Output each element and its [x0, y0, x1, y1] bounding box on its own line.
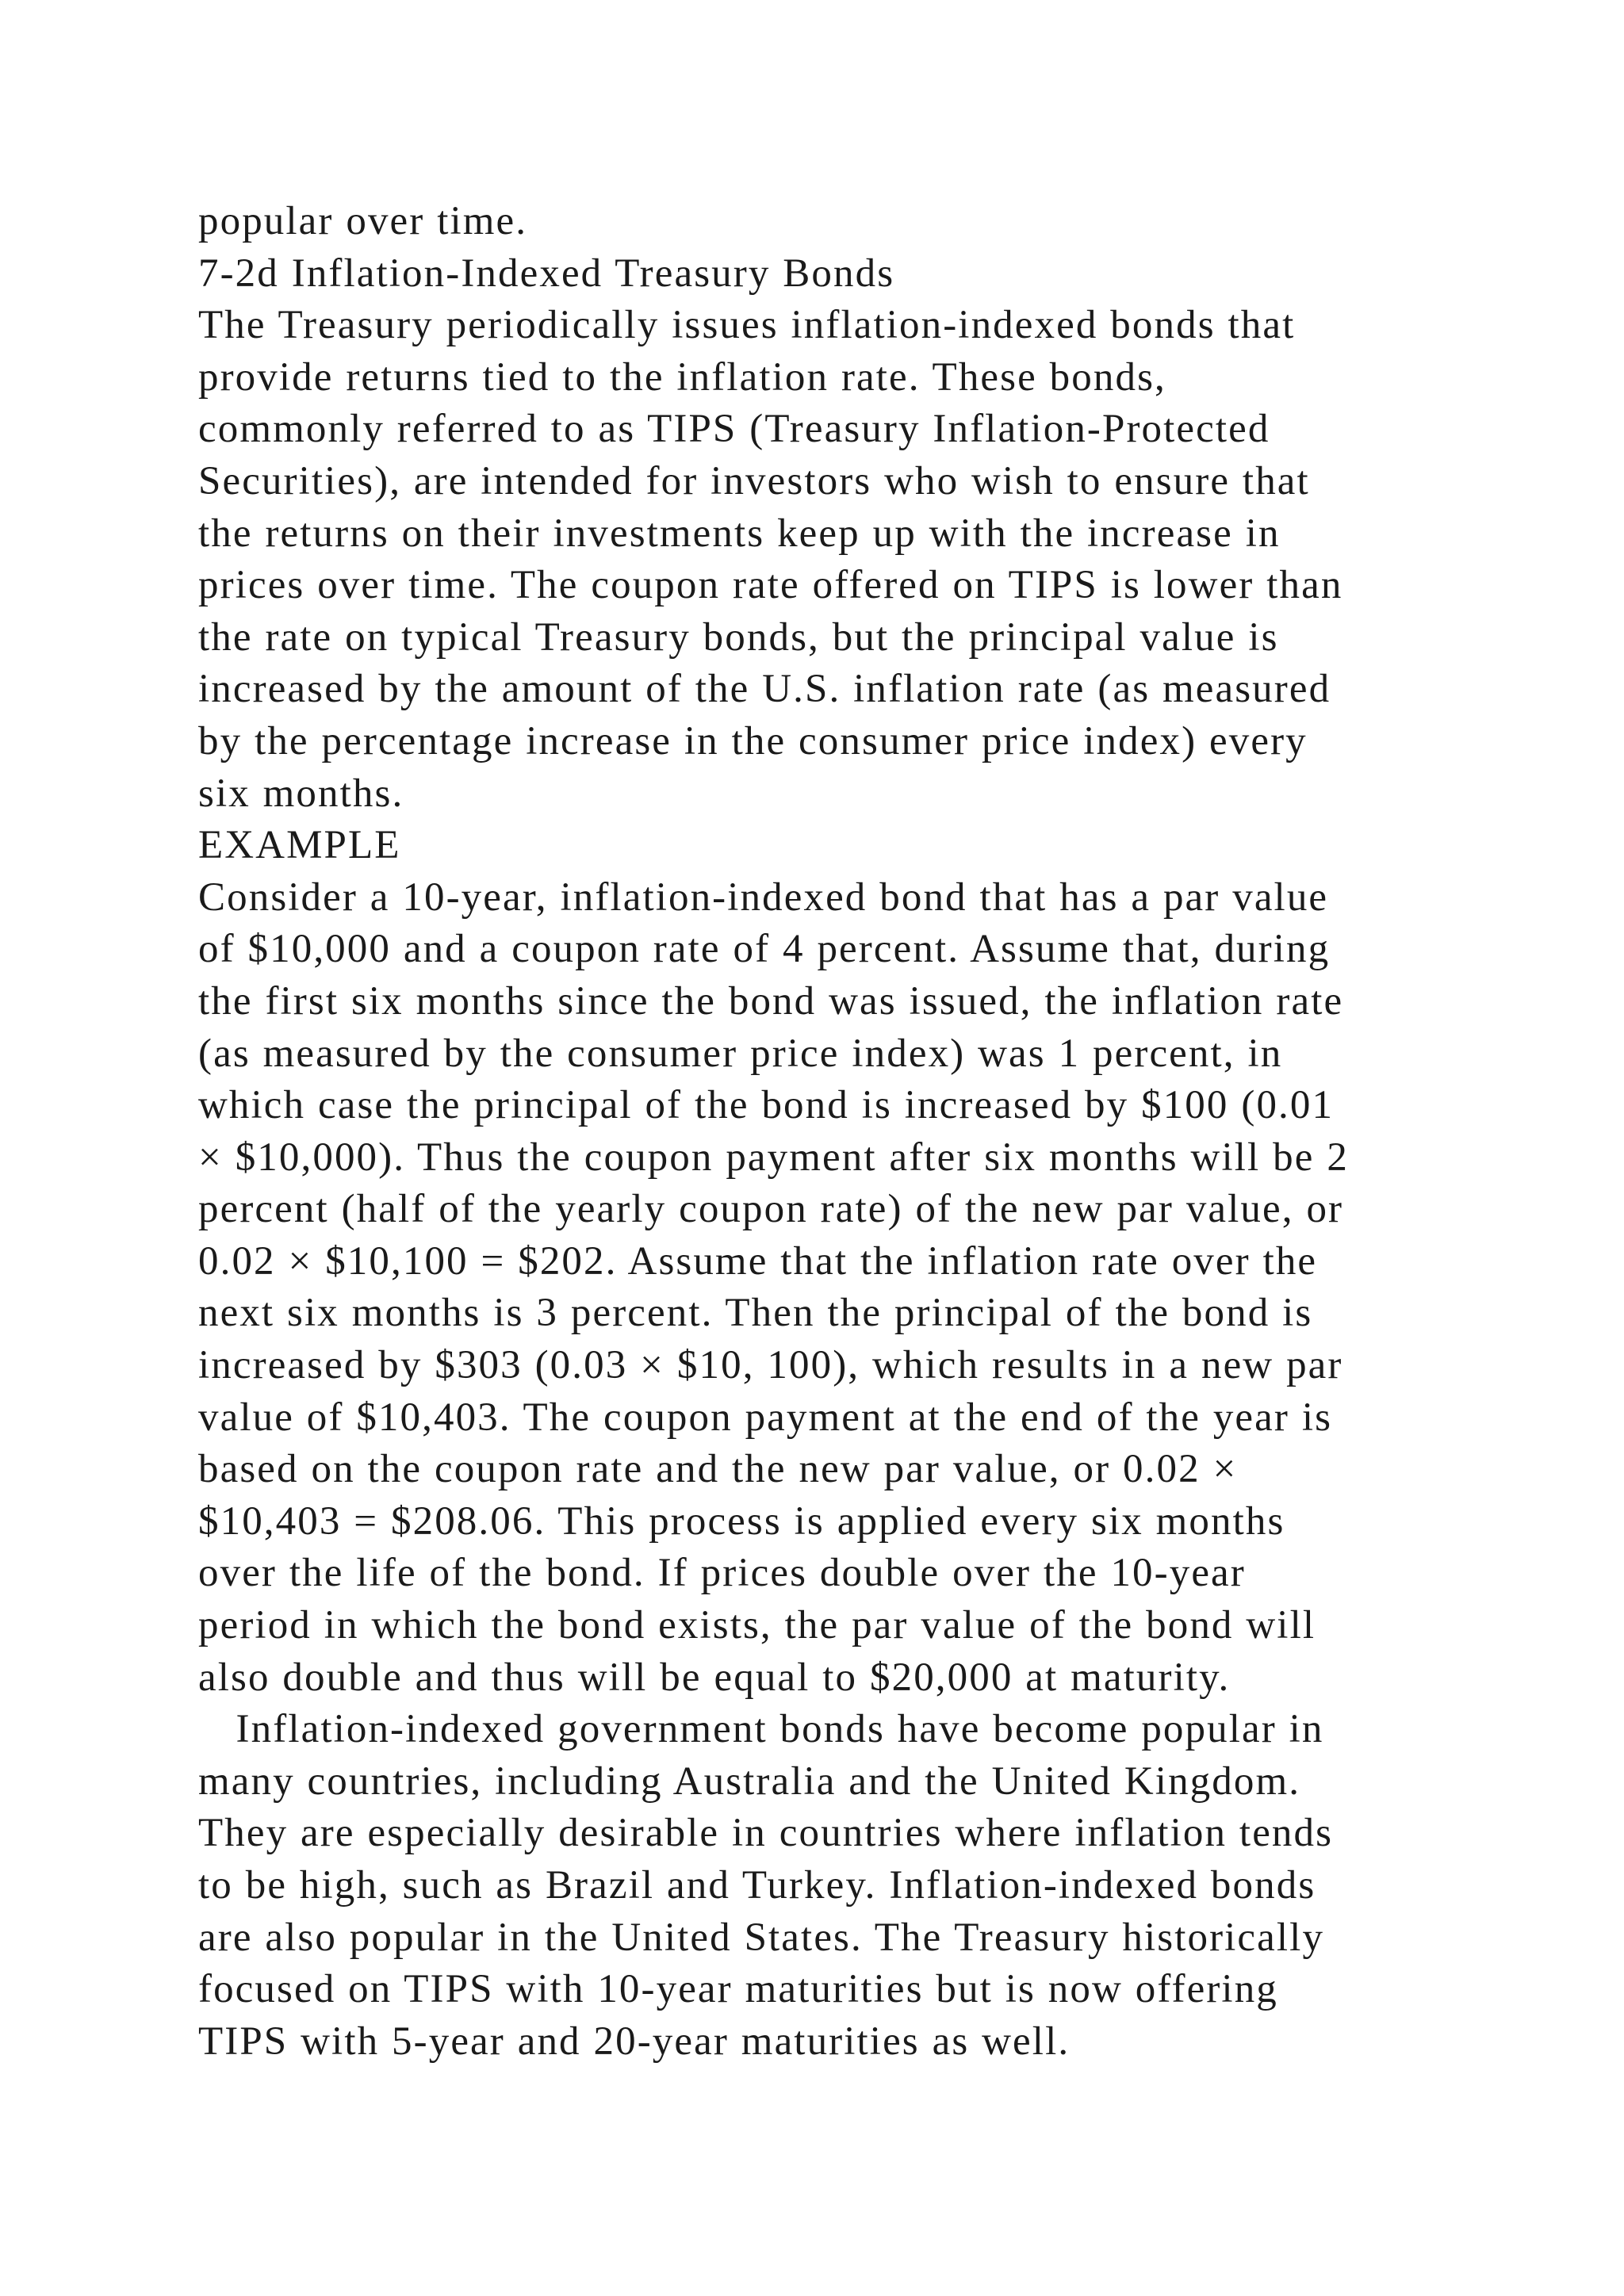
text-line: commonly referred to as TIPS (Treasury Inflation-Protected — [198, 407, 1270, 452]
text-line: Consider a 10-year, inflation-indexed bond that has a par value — [198, 874, 1329, 920]
text-line: Securities), are intended for investors who wish to ensure that — [198, 458, 1310, 503]
example-label: EXAMPLE — [198, 823, 401, 868]
text-line: the first six months since the bond was issued, the inflation rate — [198, 978, 1344, 1024]
text-line: increased by the amount of the U.S. inflation rate (as measured — [198, 667, 1331, 712]
text-line: prices over time. The coupon rate offered on TIPS is lower than — [198, 563, 1343, 608]
text-line: by the percentage increase in the consumer price index) every — [198, 718, 1308, 763]
text-line: also double and thus will be equal to $20,000 at maturity. — [198, 1655, 1231, 1700]
text-line: 0.02 × $10,100 = $202. Assume that the inflation rate over the — [198, 1238, 1318, 1284]
text-line: focused on TIPS with 10-year maturities but is now offering — [198, 1967, 1278, 2012]
text-line: The Treasury periodically issues inflation-indexed bonds that — [198, 303, 1296, 348]
text-line: period in which the bond exists, the par value of the bond will — [198, 1603, 1316, 1648]
text-line: popular over time. — [198, 199, 528, 243]
text-line: provide returns tied to the inflation rate. These bonds, — [198, 354, 1166, 400]
text-line: of $10,000 and a coupon rate of 4 percent. Assume that, during — [198, 927, 1331, 972]
text-line: $10,403 = $208.06. This process is applied every six months — [198, 1498, 1285, 1544]
document-text — [198, 196, 1546, 2068]
text-line: which case the principal of the bond is increased by $100 (0.01 — [198, 1083, 1335, 1128]
text-line: Inflation-indexed government bonds have become popular in — [198, 1707, 1324, 1752]
text-line: (as measured by the consumer price index) was 1 percent, in — [198, 1031, 1283, 1076]
text-line: × $10,000). Thus the coupon payment after six months will be 2 — [198, 1135, 1349, 1180]
text-line: are also popular in the United States. The Treasury historically — [198, 1915, 1325, 1960]
text-line: They are especially desirable in countries where inflation tends — [198, 1811, 1334, 1856]
text-line: the rate on typical Treasury bonds, but the principal value is — [198, 614, 1279, 660]
text-line: next six months is 3 percent. Then the principal of the bond is — [198, 1291, 1313, 1336]
text-line: percent (half of the yearly coupon rate) of the new par value, or — [198, 1187, 1344, 1232]
text-line: based on the coupon rate and the new par value, or 0.02 × — [198, 1447, 1238, 1492]
text-line: to be high, such as Brazil and Turkey. Inflation-indexed bonds — [198, 1863, 1316, 1908]
section-heading: 7-2d Inflation-Indexed Treasury Bonds — [198, 251, 895, 296]
text-line: value of $10,403. The coupon payment at the end of the year is — [198, 1395, 1333, 1440]
text-line: increased by $303 (0.03 × $10, 100), which results in a new par — [198, 1343, 1343, 1388]
text-line: many countries, including Australia and the United Kingdom. — [198, 1758, 1301, 1804]
text-line: over the life of the bond. If prices double over the 10-year — [198, 1551, 1246, 1596]
text-line: TIPS with 5-year and 20-year maturities as well. — [198, 2019, 1071, 2064]
text-line: the returns on their investments keep up with the increase in — [198, 511, 1281, 556]
text-line: six months. — [198, 771, 404, 816]
